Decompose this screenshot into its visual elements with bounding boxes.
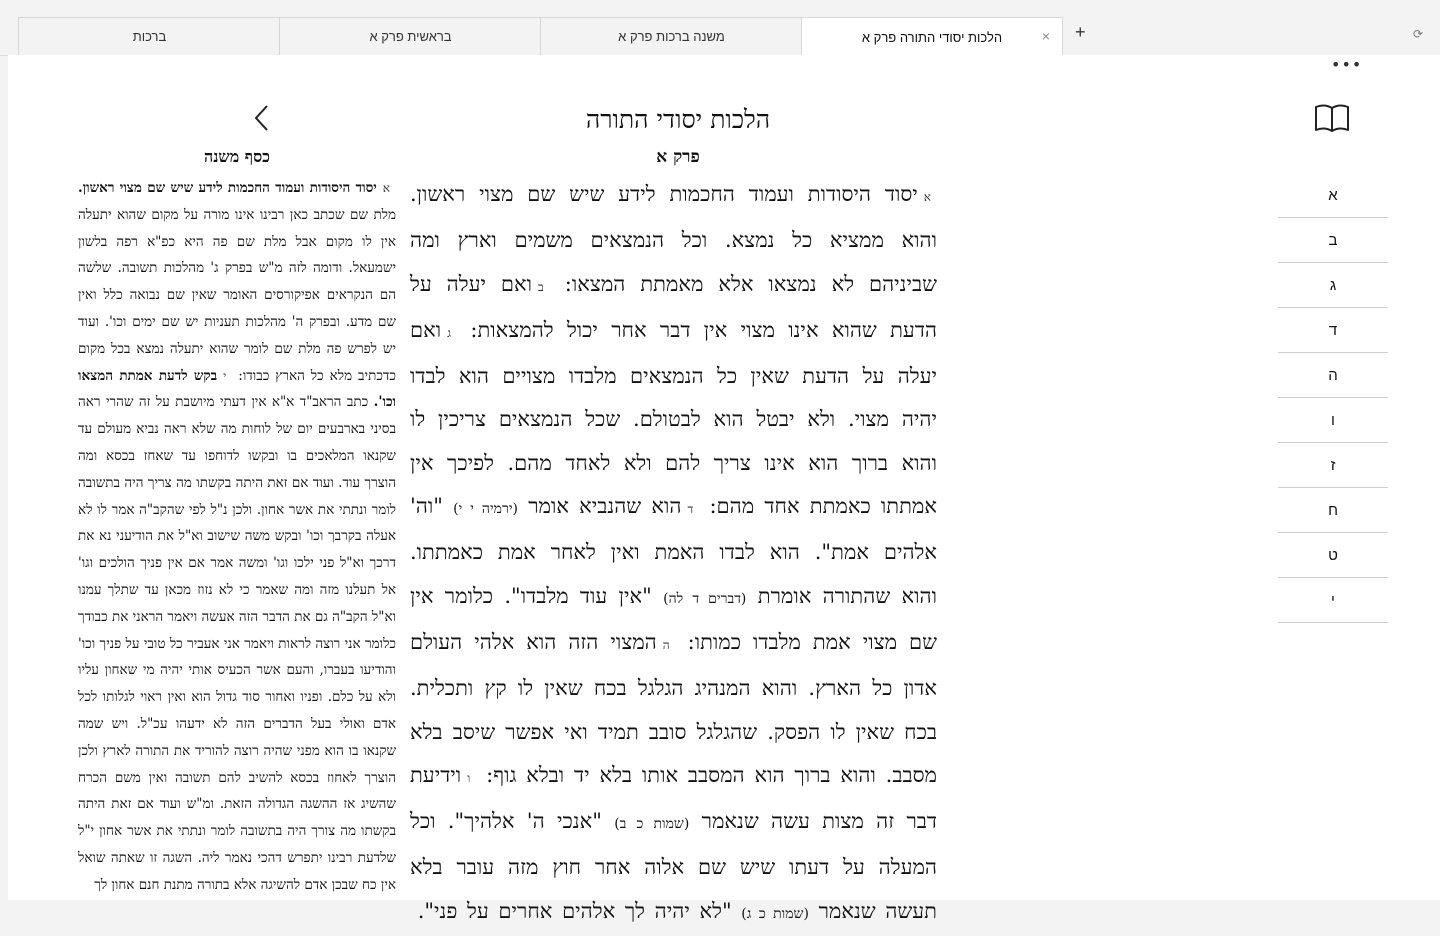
segment-text: "לא יהיה לך אלהים אחרים על פני". [417,898,732,923]
close-tab-icon[interactable]: × [1041,28,1050,44]
halacha-segment[interactable] [410,318,937,518]
chapter-link[interactable]: ז [1278,443,1388,488]
tab-mishnah-berakhot[interactable] [540,17,802,55]
chapter-link[interactable]: א [1278,173,1388,218]
commentary-paragraph[interactable] [78,180,396,384]
chapter-link[interactable]: ו [1278,398,1388,443]
chapter-link[interactable]: ה [1278,353,1388,398]
source-reference[interactable]: (שמות כ ב) [614,816,690,833]
chapter-link[interactable]: ד [1278,308,1388,353]
new-tab-button[interactable]: + [1075,22,1086,42]
chapter-link[interactable]: י [1278,578,1388,623]
chapter-navigation [1278,173,1388,623]
more-options-icon[interactable]: ••• [1331,55,1363,74]
source-reference[interactable]: (דברים ד לה) [663,590,747,607]
commentary-number: א [382,181,390,195]
segment-text: המצוי הזה הוא אלהי העולם אדון כל הארץ. והוא המנהיג הגלגל בכח שאין לו קץ ותכלית. בכח שאין לו הפסק. שהגלגל סובב תמיד ואי אפשר שיסב בלא מסבב. והוא ברוך הוא המסבב אותו בלא יד ובלא גוף: [410,629,937,787]
segment-text: "וה' אלהים אמת". הוא לבדו האמת ואין לאחר אמת כאמתתו. והוא שהתורה אומרת [410,494,937,608]
segment-text: "אנכי ה' אלהיך". וכל המעלה על דעתו שיש שם אלוה אחר חוץ מזה עובר בלא תעשה שנאמר [410,809,937,923]
commentary-number: י [223,368,227,383]
source-reference[interactable]: (שמות כ ג) [741,905,809,922]
segment-number: ד [687,502,694,517]
segment-text: "אין עוד מלבדו". כלומר אין שם מצוי אמת מלבדו כמותו: [410,583,937,654]
segment-number: ב [538,279,544,294]
commentary-column [78,175,396,900]
tab-hilchot-yesodei-hatorah[interactable] [801,17,1063,56]
commentary-lemma: יסוד היסודות ועמוד החכמות לידע שיש שם מצוי ראשון. [78,180,377,196]
chapter-heading: פרק א [656,147,700,167]
tab-label: משנה ברכות פרק א [618,29,725,44]
main-text-column [410,173,937,923]
page-title: הלכות יסודי התורה [585,105,771,134]
segment-number: ג [447,325,452,340]
segment-number: ו [467,770,471,785]
tab-label: ברכות [132,29,167,44]
tab-bar [0,0,1440,56]
tab-berakhot[interactable] [18,17,280,55]
commentary-title: כסף משנה [204,147,270,166]
commentary-text: כתב הראב"ד א"א אין דעתי מיושבת על זה שהרי ראה בסיני בארבעים יום של לוחות מה שלא ראה נביא מעולם עד שקנאו המלאכים בו ובקשו לדוחפו עד שאחז בכסא ומה הוצרך עוד. ועוד אם זאת היתה בקשתו מה צריך היה בתשובה לומר ונתתי את אשר אחון. ולכן נ"ל לפי שהקב"ה אמר לו לא אעלה בקרבך וכו' ובקש משה שישוב וא"ל את הודיעני נא את דרכך וא"ל פני ילכו וגו' ומשה אמר אם אין פניך הולכים וגו' אל תעלנו מזה ומה שאמר כי לא נזוז מכאן עד שתלך עמנו וא"ל הקב"ה גם את הדבר הזה אעשה ויאמר הראני את כבודך כלומר אני רוצה לראות ויאמר אני אעביר כל טובי על פניך וכו' והודיעו בעברו, והעם אשר הכעיס אותי יהיה מי שאחון עליו ולא על כלם. ופניו ואחור סוד גדול הוא ואין ראוי לגלותו לכל אדם ואולי בעל הדברים הזה לא ידעהו עכ"ל. ויש שמה שקנאו בו הוא מפני שהיה רוצה להוריד את התורה לארץ ולכן הוצרך לאחוז בכסא להשיב להם תשובה ואין משם הכרח שהשיג אז ההשגה הגדולה הזאת. ומ"ש ועוד אם זאת היתה בקשתו מה צורך היה בתשובה לומר ונתתי את אשר אחון י"ל שלדעת רבינו יתפרש דהכי נאמר ליה. השגה זו שאתה שואל אין כח שבכן אדם להשיגה אלא בתורה מתנת חנם אחון לך [78,394,396,893]
segment-text: וידיעת דבר זה מצות עשה שנאמר [410,762,937,834]
chapter-link[interactable]: ח [1278,488,1388,533]
commentary-text: מלת שם שכתב כאן רבינו אינו מורה על מקום שהוא יתעלה אין לו מקום אבל מלת שם פה היא כפ"א רפה בלשון ישמעאל. ודומה לזה מ"ש בפרק ג' מהלכות תשובה. שלשה הם הנקראים אפיקורסים האומר שאין שם נבואה כלל ואין שם מדע. ובפרק ה' מהלכות תעניות יש שם ימים וכו'. ועוד יש לפרש פה מלת שם לומר שהוא יתעלה נמצא בכל מקום כדכתיב מלא כל הארץ כבודו: [78,206,397,384]
segment-text: הוא שהנביא אומר [528,494,682,519]
back-chevron-icon[interactable] [250,103,274,133]
segment-text: יסוד היסודות ועמוד החכמות לידע שיש שם מצוי ראשון. והוא ממציא כל נמצא. וכל הנמצאים משמים וארץ ומה שביניהם לא נמצאו אלא מאמתת המצאו: [410,182,937,296]
tab-bereshit[interactable] [279,17,541,55]
chapter-link[interactable]: ט [1278,533,1388,578]
tab-label: הלכות יסודי התורה פרק א [861,29,1003,45]
open-book-icon[interactable] [1314,103,1350,133]
segment-number: ה [662,637,670,652]
reader-page [8,55,1440,923]
tab-label: בראשית פרק א [369,29,452,44]
commentary-lemma: בקש לדעת אמתת המצאו וכו'. [78,367,396,411]
chapter-link[interactable]: ג [1278,263,1388,308]
segment-number: א [923,190,931,204]
source-reference[interactable]: (ירמיה י י) [453,501,518,518]
commentary-paragraph[interactable] [78,368,396,893]
segment-text: ואם יעלה על הדעת שאין כל הנמצאים מלבדו מצויים הוא לבדו יהיה מצוי. ולא יבטל הוא לבטולם. שכל הנמצאים צריכין לו והוא ברוך הוא אינו צריך להם ולא לאחד מהם. לפיכך אין אמתתו כאמתת אחד מהם: [410,317,937,519]
refresh-icon[interactable]: ⟳ [1413,27,1424,41]
chapter-link[interactable]: ב [1278,218,1388,263]
segment-text: ואם יעלה על הדעת שהוא אינו מצוי אין דבר אחר יכול להמצאות: [410,271,937,342]
